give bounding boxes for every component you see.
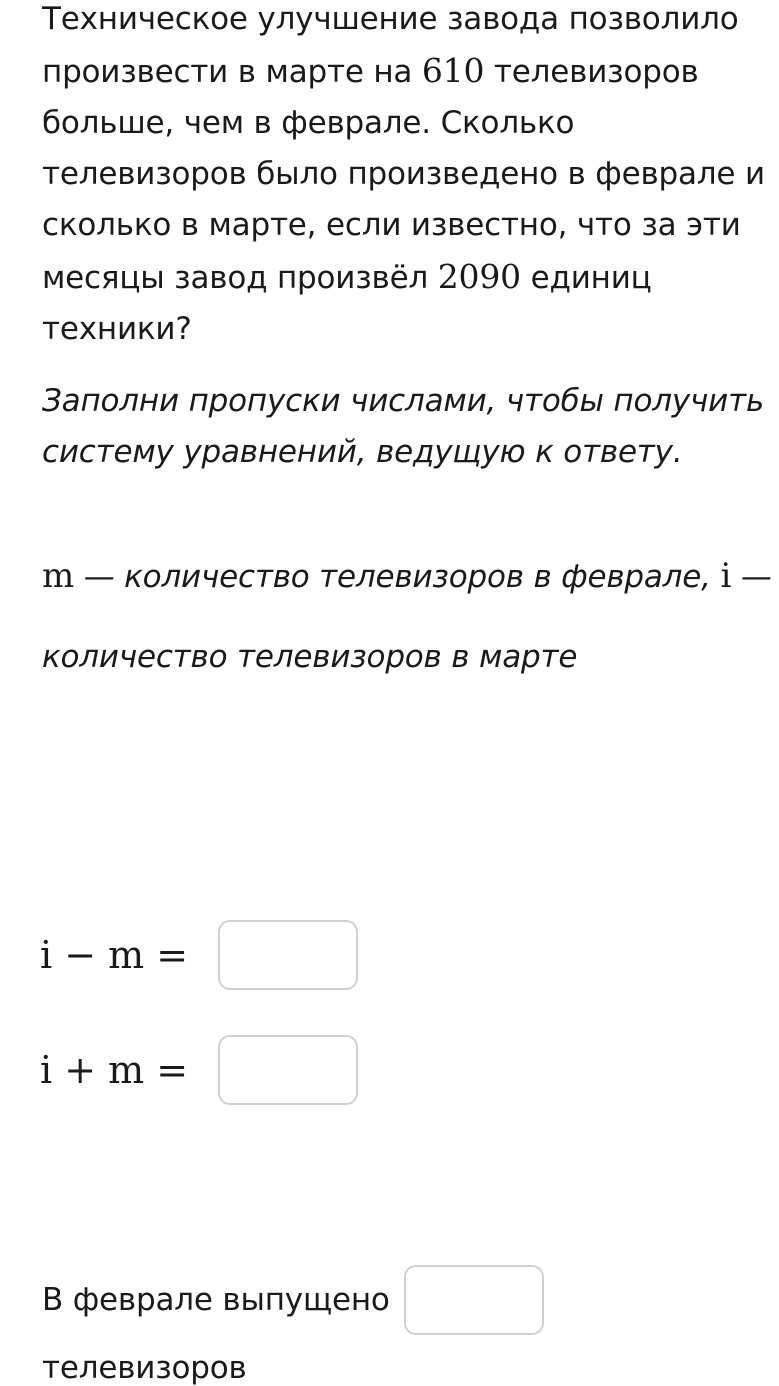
february-answer-row [42,1265,544,1335]
problem-part-2: телевизоров больше, чем в феврале. Сколько телевизоров было произведено в феврале и сколько в марте, если известно, что за эти месяцы завод произвёл [42,54,765,296]
variable-definitions [42,536,772,697]
february-answer-label: В феврале выпущено [42,1282,390,1318]
equation-sum-lhs: i + m = [40,1048,189,1092]
number-2090: 2090 [437,257,521,296]
instruction-text: Заполни пропуски числами, чтобы получить систему уравнений, ведущую к ответу. [42,383,765,470]
equation-sum [40,1035,358,1105]
variable-m: m [42,556,75,596]
number-610: 610 [421,51,485,90]
february-answer-unit: телевизоров [42,1350,247,1386]
definition-m: — количество телевизоров в феврале, [74,559,721,595]
difference-answer-input[interactable] [218,920,358,990]
february-answer-input[interactable] [404,1265,544,1335]
problem-part-3: единиц техники? [42,260,652,347]
problem-text [42,0,772,355]
sum-answer-input[interactable] [218,1035,358,1105]
variable-i: i [720,556,732,596]
problem-part-1: Техническое улучшение завода позволило произвести в марте на [42,1,739,90]
equation-difference-lhs: i − m = [40,933,189,977]
equation-difference [40,920,358,990]
definition-i: — количество телевизоров в марте [42,559,772,675]
